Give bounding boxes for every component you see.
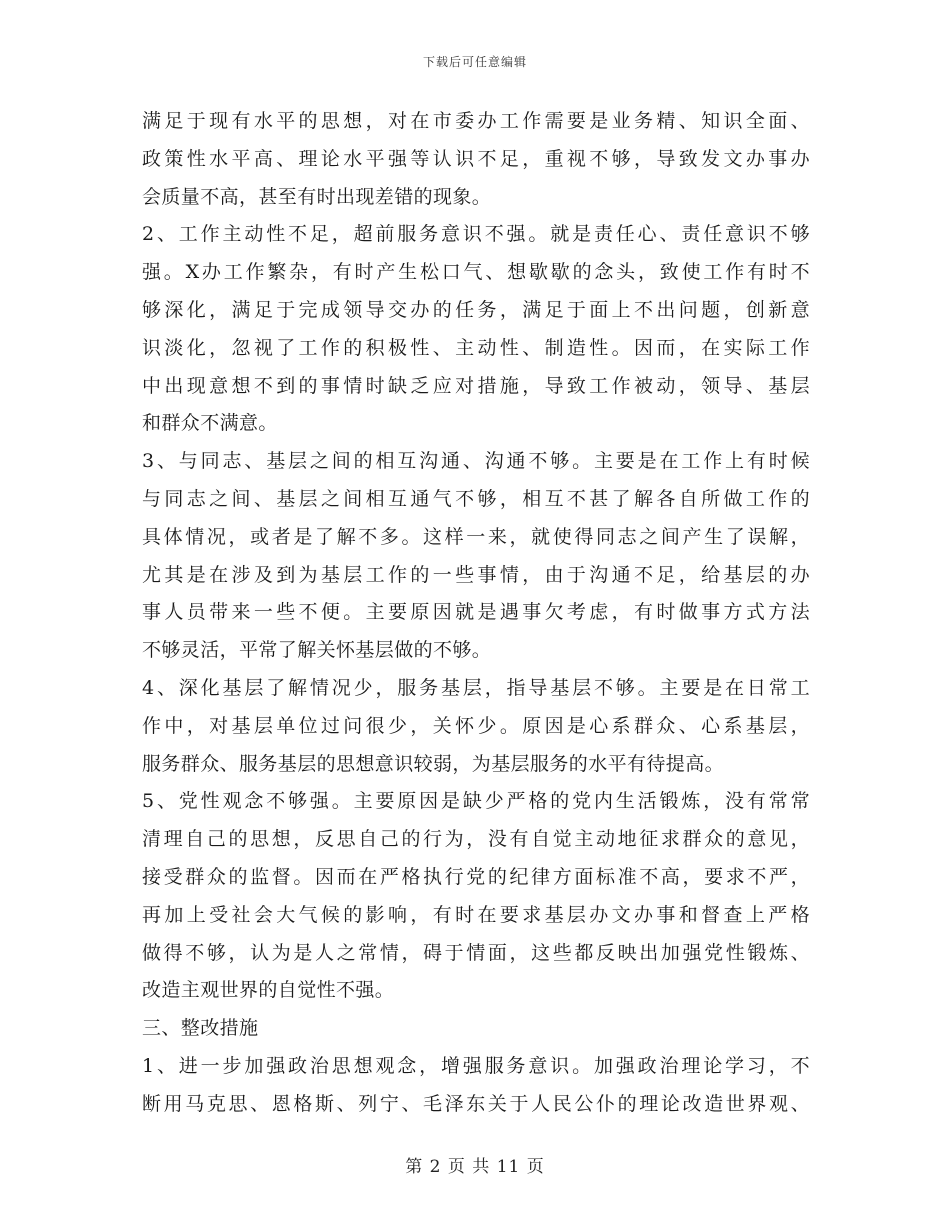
text-line: 断用马克思、恩格斯、列宁、毛泽东关于人民公仆的理论改造世界观、 bbox=[142, 1092, 810, 1115]
text-line: 事人员带来一些不便。主要原因就是遇事欠考虑，有时做事方式方法 bbox=[142, 601, 810, 624]
text-line: 具体情况，或者是了解不多。这样一来，就使得同志之间产生了误解， bbox=[142, 525, 810, 548]
text-line: 2、工作主动性不足，超前服务意识不强。就是责任心、责任意识不够 bbox=[142, 223, 810, 246]
page-header-note: 下载后可任意编辑 bbox=[422, 55, 527, 69]
text-line: 三、整改措施 bbox=[142, 1017, 259, 1040]
text-line: 会质量不高，甚至有时出现差错的现象。 bbox=[142, 185, 492, 208]
text-line: 5、党性观念不够强。主要原因是缺少严格的党内生活锻炼，没有常常 bbox=[142, 790, 810, 813]
text-line: 够深化，满足于完成领导交办的任务，满足于面上不出问题，创新意 bbox=[142, 298, 810, 321]
text-line: 政策性水平高、理论水平强等认识不足，重视不够，导致发文办事办 bbox=[142, 147, 810, 170]
text-line: 做得不够，认为是人之常情，碍于情面，这些都反映出加强党性锻炼、 bbox=[142, 941, 810, 964]
text-line: 3、与同志、基层之间的相互沟通、沟通不够。主要是在工作上有时候 bbox=[142, 450, 810, 473]
page-number-footer: 第 2 页 共 11 页 bbox=[405, 1157, 545, 1177]
text-line: 作中，对基层单位过问很少，关怀少。原因是心系群众、心系基层， bbox=[142, 714, 810, 737]
text-line: 清理自己的思想，反思自己的行为，没有自觉主动地征求群众的意见， bbox=[142, 828, 810, 851]
text-line: 和群众不满意。 bbox=[142, 412, 278, 435]
text-line: 改造主观世界的自觉性不强。 bbox=[142, 979, 395, 1002]
text-line: 接受群众的监督。因而在严格执行党的纪律方面标准不高，要求不严， bbox=[142, 865, 810, 888]
text-line: 再加上受社会大气候的影响，有时在要求基层办文办事和督查上严格 bbox=[142, 903, 810, 926]
document-body bbox=[142, 103, 810, 1124]
text-line: 满足于现有水平的思想，对在市委办工作需要是业务精、知识全面、 bbox=[142, 110, 810, 132]
text-line: 与同志之间、基层之间相互通气不够，相互不甚了解各自所做工作的 bbox=[142, 487, 810, 510]
text-line: 中出现意想不到的事情时缺乏应对措施，导致工作被动，领导、基层 bbox=[142, 374, 810, 397]
text-line: 服务群众、服务基层的思想意识较弱，为基层服务的水平有待提高。 bbox=[142, 752, 725, 775]
text-line: 4、深化基层了解情况少，服务基层，指导基层不够。主要是在日常工 bbox=[142, 676, 810, 699]
text-line: 不够灵活，平常了解关怀基层做的不够。 bbox=[142, 639, 492, 662]
text-line: 识淡化，忽视了工作的积极性、主动性、制造性。因而，在实际工作 bbox=[142, 336, 810, 359]
text-line: 1、进一步加强政治思想观念，增强服务意识。加强政治理论学习，不 bbox=[142, 1054, 810, 1077]
text-line: 强。X办工作繁杂，有时产生松口气、想歇歇的念头，致使工作有时不 bbox=[142, 261, 810, 284]
text-line: 尤其是在涉及到为基层工作的一些事情，由于沟通不足，给基层的办 bbox=[142, 563, 810, 586]
